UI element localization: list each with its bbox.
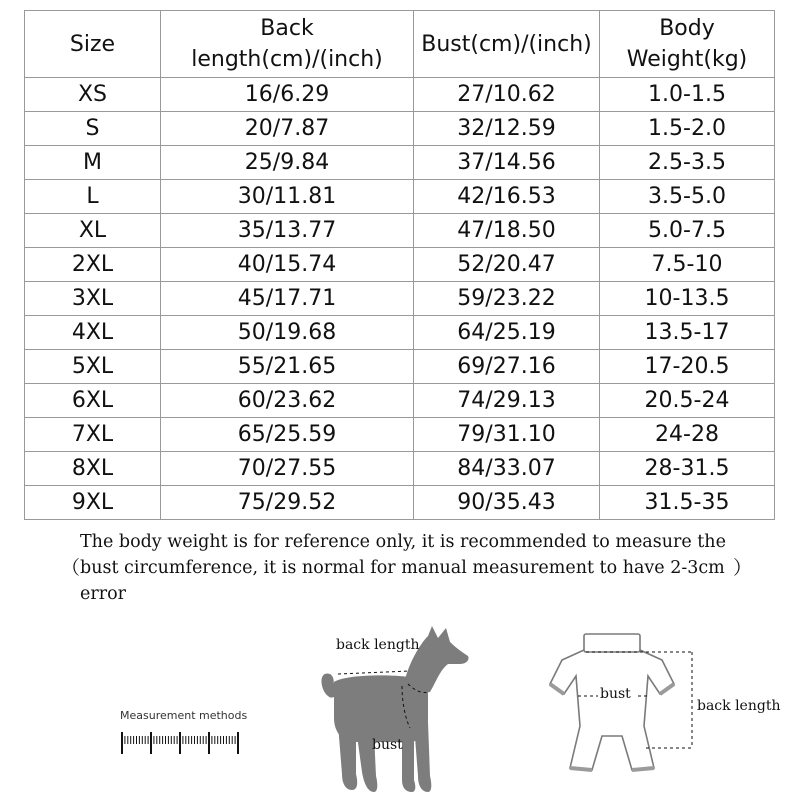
dog-bust-label: bust	[372, 737, 403, 753]
header-bust: Bust(cm)/(inch)	[414, 11, 600, 78]
reference-note	[80, 529, 740, 607]
bust-cell: 69/27.16	[414, 350, 600, 384]
garment-back-length-label: back length	[697, 698, 781, 714]
size-chart-table	[24, 10, 775, 520]
bust-cell: 47/18.50	[414, 214, 600, 248]
table-row	[25, 418, 775, 452]
measurement-methods-label: Measurement methods	[120, 709, 248, 722]
header-body-weight: Body Weight(kg)	[600, 11, 775, 78]
size-cell: XL	[25, 214, 161, 248]
back-length-cell: 16/6.29	[161, 78, 414, 112]
body-weight-cell: 28-31.5	[600, 452, 775, 486]
body-weight-cell: 1.0-1.5	[600, 78, 775, 112]
size-cell: 2XL	[25, 248, 161, 282]
size-cell: S	[25, 112, 161, 146]
table-row	[25, 112, 775, 146]
back-length-cell: 45/17.71	[161, 282, 414, 316]
body-weight-cell: 2.5-3.5	[600, 146, 775, 180]
bust-cell: 37/14.56	[414, 146, 600, 180]
note-line: The body weight is for reference only, it is recommended to measure the	[80, 532, 726, 552]
body-weight-cell: 10-13.5	[600, 282, 775, 316]
table-row	[25, 146, 775, 180]
bust-cell: 42/16.53	[414, 180, 600, 214]
size-cell: XS	[25, 78, 161, 112]
bust-cell: 74/29.13	[414, 384, 600, 418]
body-weight-cell: 13.5-17	[600, 316, 775, 350]
size-cell: 7XL	[25, 418, 161, 452]
body-weight-cell: 24-28	[600, 418, 775, 452]
bust-cell: 79/31.10	[414, 418, 600, 452]
body-weight-cell: 31.5-35	[600, 486, 775, 520]
back-length-cell: 55/21.65	[161, 350, 414, 384]
bust-cell: 90/35.43	[414, 486, 600, 520]
back-length-cell: 60/23.62	[161, 384, 414, 418]
bust-cell: 64/25.19	[414, 316, 600, 350]
back-length-cell: 25/9.84	[161, 146, 414, 180]
body-weight-cell: 7.5-10	[600, 248, 775, 282]
note-open-paren: （	[61, 557, 81, 579]
back-length-cell: 30/11.81	[161, 180, 414, 214]
note-line: bust circumference, it is normal for manual measurement to have 2-3cm	[80, 558, 725, 578]
table-row	[25, 282, 775, 316]
back-length-cell: 75/29.52	[161, 486, 414, 520]
size-cell: 9XL	[25, 486, 161, 520]
body-weight-cell: 1.5-2.0	[600, 112, 775, 146]
bust-cell: 84/33.07	[414, 452, 600, 486]
table-row	[25, 180, 775, 214]
header-back-length: Back length(cm)/(inch)	[161, 11, 414, 78]
table-row	[25, 350, 775, 384]
bust-cell: 52/20.47	[414, 248, 600, 282]
bust-cell: 32/12.59	[414, 112, 600, 146]
note-line: error	[80, 584, 126, 604]
size-cell: 4XL	[25, 316, 161, 350]
body-weight-cell: 5.0-7.5	[600, 214, 775, 248]
size-cell: M	[25, 146, 161, 180]
back-length-cell: 20/7.87	[161, 112, 414, 146]
back-length-cell: 35/13.77	[161, 214, 414, 248]
size-cell: 8XL	[25, 452, 161, 486]
table-header-row	[25, 11, 775, 78]
body-weight-cell: 3.5-5.0	[600, 180, 775, 214]
garment-outline-icon	[546, 628, 696, 778]
back-length-cell: 65/25.59	[161, 418, 414, 452]
table-row	[25, 486, 775, 520]
size-cell: 6XL	[25, 384, 161, 418]
back-length-cell: 50/19.68	[161, 316, 414, 350]
table-row	[25, 214, 775, 248]
body-weight-cell: 20.5-24	[600, 384, 775, 418]
body-weight-cell: 17-20.5	[600, 350, 775, 384]
note-close-paren: ）	[733, 557, 753, 579]
back-length-cell: 40/15.74	[161, 248, 414, 282]
size-cell: 5XL	[25, 350, 161, 384]
dog-back-length-label: back length	[336, 637, 420, 653]
bust-cell: 27/10.62	[414, 78, 600, 112]
bust-cell: 59/23.22	[414, 282, 600, 316]
table-row	[25, 78, 775, 112]
table-body	[25, 78, 775, 520]
table-row	[25, 316, 775, 350]
garment-bust-label: bust	[600, 686, 631, 702]
back-length-cell: 70/27.55	[161, 452, 414, 486]
size-cell: L	[25, 180, 161, 214]
table-row	[25, 384, 775, 418]
table-row	[25, 248, 775, 282]
ruler-icon	[120, 730, 240, 756]
header-size: Size	[25, 11, 161, 78]
table-row	[25, 452, 775, 486]
size-cell: 3XL	[25, 282, 161, 316]
